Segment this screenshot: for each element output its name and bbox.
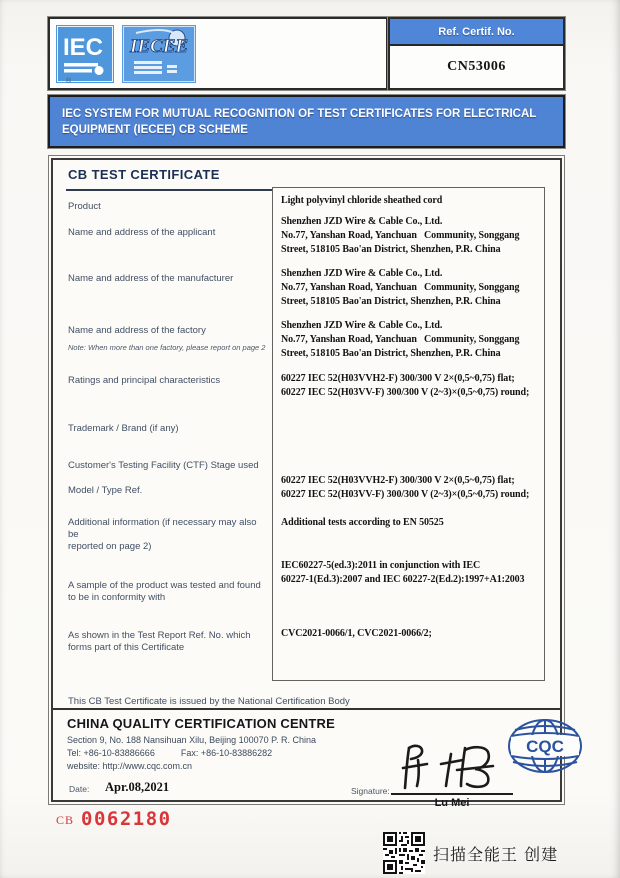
field-label-ratings: Ratings and principal characteristics — [68, 375, 221, 386]
signature-line — [391, 793, 513, 795]
cb-scheme-banner: IEC SYSTEM FOR MUTUAL RECOGNITION OF TEST CERTIFICATES FOR ELECTRICAL EQUIPMENT (IECEE) CB SCHEME — [48, 95, 565, 148]
date-label: Date: — [69, 784, 90, 794]
stamp-prefix: CB — [56, 813, 75, 827]
iecee-logo-icon — [122, 25, 196, 83]
field-label-applicant: Name and address of the applicant — [68, 227, 216, 238]
cqc-logo-icon — [505, 716, 585, 776]
field-label-factory: Name and address of the factory — [68, 325, 206, 336]
field-label-ctf: Customer's Testing Facility (CTF) Stage used — [68, 460, 259, 471]
ref-certif-label: Ref. Certif. No. — [390, 19, 563, 46]
value-manufacturer: Shenzhen JZD Wire & Cable Co., Ltd. No.77, Yanshan Road, Yanchuan Community, Songgang Street, 518105 Bao'an District, Shenzhen, P.R. China — [281, 268, 520, 307]
value-factory: Shenzhen JZD Wire & Cable Co., Ltd. No.77, Yanshan Road, Yanchuan Community, Songgang Street, 518105 Bao'an District, Shenzhen, P.R. China — [281, 320, 520, 359]
value-ratings: 60227 IEC 52(H03VVH2-F) 300/300 V 2×(0,5~0,75) flat; 60227 IEC 52(H03VV-F) 300/300 V (2~3)×(0,5~0,75) round; — [281, 373, 530, 398]
value-conformity: IEC60227-5(ed.3):2011 in conjunction with IEC 60227-1(Ed.3):2007 and IEC 60227-2(Ed.2):1997+A1:2003 — [281, 560, 525, 585]
ref-certif-box — [388, 17, 565, 90]
field-label-model: Model / Type Ref. — [68, 485, 143, 496]
field-label-trademark: Trademark / Brand (if any) — [68, 423, 179, 434]
issued-statement: This CB Test Certificate is issued by the National Certification Body — [68, 696, 350, 707]
svg-text:IEC: IEC — [63, 33, 104, 61]
values-box — [272, 187, 545, 681]
certificate-body — [51, 158, 564, 809]
ncb-fax: Fax: +86-10-83886282 — [180, 748, 273, 758]
ncb-phone-line — [67, 748, 272, 758]
qr-code-icon — [383, 832, 425, 874]
signature-label: Signature: — [351, 786, 390, 796]
ncb-name: CHINA QUALITY CERTIFICATION CENTRE — [67, 716, 335, 731]
stamp-number: 0062180 — [81, 808, 172, 830]
scanner-watermark-text: 扫描全能王 创建 — [433, 844, 559, 864]
ncb-tel: Tel: +86-10-83886666 — [67, 748, 155, 758]
ncb-address: Section 9, No. 188 Nansihuan Xilu, Beijing 100070 P. R. China — [67, 735, 316, 745]
field-label-manufacturer: Name and address of the manufacturer — [68, 273, 234, 284]
logo-header-box — [48, 17, 388, 90]
value-test-report: CVC2021-0066/1, CVC2021-0066/2; — [281, 628, 432, 639]
certificate-title: CB TEST CERTIFICATE — [68, 167, 220, 182]
value-additional: Additional tests according to EN 50525 — [281, 517, 444, 528]
value-model: 60227 IEC 52(H03VVH2-F) 300/300 V 2×(0,5~0,75) flat; 60227 IEC 52(H03VV-F) 300/300 V (2~3)×(0,5~0,75) round; — [281, 475, 530, 500]
field-label-additional: Additional information (if necessary may also be reported on page 2) — [68, 517, 257, 552]
signature-handwriting-icon — [391, 738, 511, 792]
iecee-logo-text: IECEE — [130, 35, 189, 57]
field-label-conformity: A sample of the product was tested and found to be in conformity with — [68, 580, 261, 603]
signature-name: Lu Mei — [434, 797, 470, 809]
field-label-product: Product — [68, 201, 101, 212]
cb-serial-stamp — [56, 808, 172, 830]
footer-divider — [53, 708, 560, 710]
scanner-watermark — [383, 832, 558, 874]
value-product: Light polyvinyl chloride sheathed cord — [281, 195, 443, 206]
field-label-test-report: As shown in the Test Report Ref. No. which forms part of this Certificate — [68, 630, 251, 653]
certificate-body-frame — [48, 155, 565, 809]
date-value: Apr.08,2021 — [105, 780, 170, 794]
registered-mark: ® — [66, 78, 72, 85]
ncb-website: website: http://www.cqc.com.cn — [67, 761, 193, 771]
iec-logo-icon — [56, 25, 114, 83]
ref-certif-number: CN53006 — [447, 59, 506, 74]
value-applicant: Shenzhen JZD Wire & Cable Co., Ltd. No.77, Yanshan Road, Yanchuan Community, Songgang Street, 518105 Bao'an District, Shenzhen, P.R. China — [281, 216, 520, 255]
cqc-logo-text: CQC — [526, 737, 564, 756]
field-note-factory: Note: When more than one factory, please report on page 2 — [68, 343, 266, 352]
